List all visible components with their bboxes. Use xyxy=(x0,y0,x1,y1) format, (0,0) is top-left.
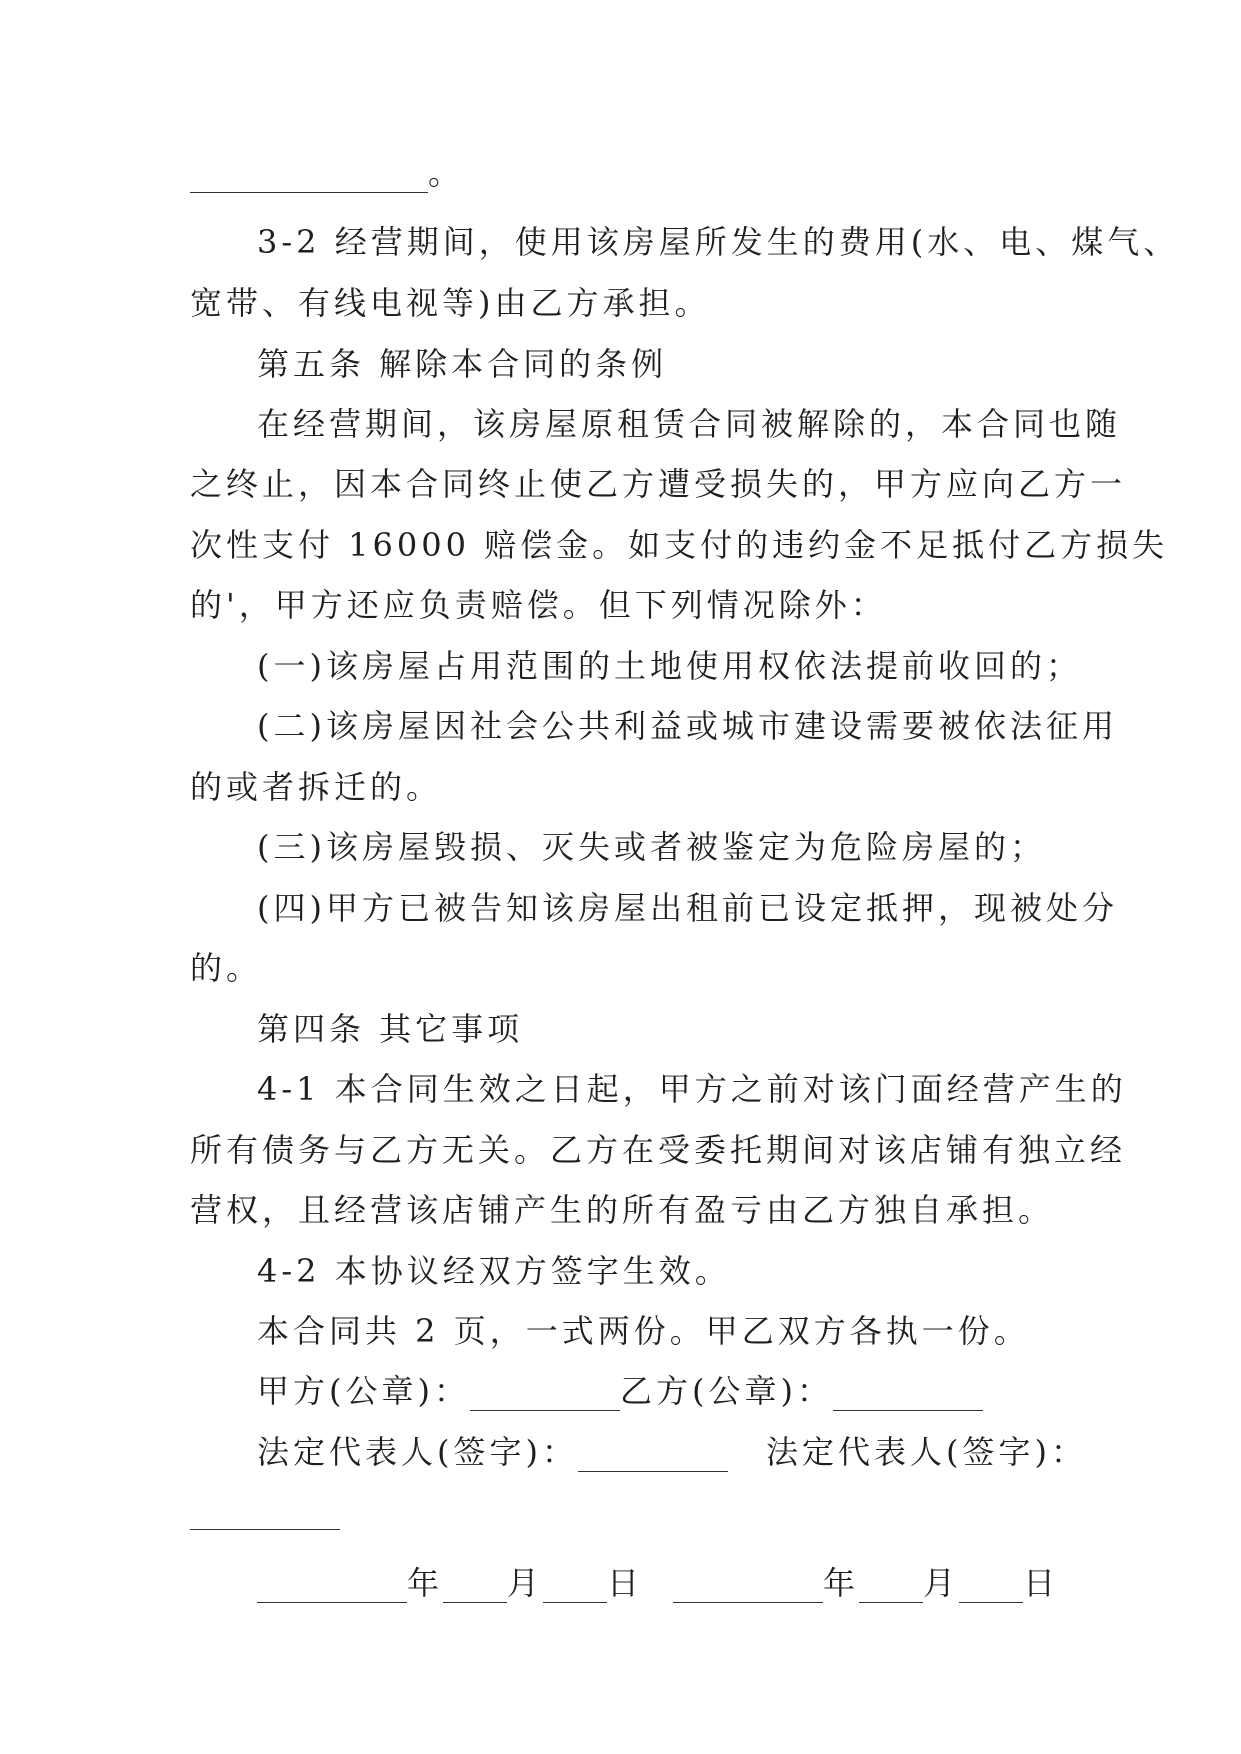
date-b-day-label: 日 xyxy=(1023,1564,1060,1602)
exception-item-2-line-1: (二)该房屋因社会公共利益或城市建设需要被依法征用 xyxy=(257,707,1118,745)
party-b-seal-blank xyxy=(833,1382,983,1411)
paragraph-line: 的'，甲方还应负责赔偿。但下列情况除外： xyxy=(190,586,887,624)
blank-underline xyxy=(190,164,428,193)
copies-statement: 本合同共 2 页，一式两份。甲乙双方各执一份。 xyxy=(257,1312,1030,1350)
date-a-year-label: 年 xyxy=(407,1564,444,1602)
legal-rep-b-blank xyxy=(190,1501,340,1530)
line-period: 。 xyxy=(428,154,465,192)
blank-line-with-period xyxy=(190,153,1090,193)
date-b-month-label: 月 xyxy=(923,1564,960,1602)
party-b-seal-label: 乙方(公章)： xyxy=(619,1372,833,1410)
legal-rep-a-label: 法定代表人(签字)： xyxy=(257,1433,578,1471)
clause-4-1-line-3: 营权，且经营该店铺产生的所有盈亏由乙方独自承担。 xyxy=(190,1191,1055,1229)
clause-4-1-line-1: 4-1 本合同生效之日起，甲方之前对该门面经营产生的 xyxy=(257,1070,1127,1108)
party-a-seal-label: 甲方(公章)： xyxy=(257,1372,470,1410)
date-a-month-label: 月 xyxy=(507,1564,544,1602)
clause-4-1-line-2: 所有债务与乙方无关。乙方在受委托期间对该店铺有独立经 xyxy=(190,1131,1127,1169)
date-b-year-blank xyxy=(673,1574,823,1603)
party-a-seal-blank xyxy=(470,1382,620,1411)
paragraph-line: 之终止，因本合同终止使乙方遭受损失的，甲方应向乙方一 xyxy=(190,465,1127,503)
date-b-year-label: 年 xyxy=(823,1564,860,1602)
legal-rep-b-label: 法定代表人(签字)： xyxy=(765,1433,1087,1471)
date-a-day-blank xyxy=(543,1574,607,1603)
legal-rep-row xyxy=(257,1432,1157,1472)
date-row xyxy=(257,1563,1157,1603)
exception-item-1: (一)该房屋占用范围的土地使用权依法提前收回的； xyxy=(257,647,1082,685)
date-b-month-blank xyxy=(859,1574,923,1603)
exception-item-3: (三)该房屋毁损、灭失或者被鉴定为危险房屋的； xyxy=(257,828,1046,866)
section-5-heading: 第五条 解除本合同的条例 xyxy=(257,345,668,383)
date-a-day-label: 日 xyxy=(607,1564,644,1602)
exception-item-4-line-2: 的。 xyxy=(190,949,263,987)
exception-item-4-line-1: (四)甲方已被告知该房屋出租前已设定抵押，现被处分 xyxy=(257,889,1118,927)
clause-3-2-line-2: 宽带、有线电视等)由乙方承担。 xyxy=(190,284,711,322)
section-4-heading: 第四条 其它事项 xyxy=(257,1010,524,1048)
paragraph-line: 次性支付 16000 赔偿金。如支付的违约金不足抵付乙方损失 xyxy=(190,526,1169,564)
paragraph-line: 在经营期间，该房屋原租赁合同被解除的，本合同也随 xyxy=(257,405,1122,443)
legal-rep-a-blank xyxy=(578,1443,728,1472)
clause-3-2-line-1: 3-2 经营期间，使用该房屋所发生的费用(水、电、煤气、 xyxy=(257,223,1180,261)
exception-item-2-line-2: 的或者拆迁的。 xyxy=(190,768,443,806)
date-b-day-blank xyxy=(959,1574,1023,1603)
date-a-month-blank xyxy=(443,1574,507,1603)
clause-4-2: 4-2 本协议经双方签字生效。 xyxy=(257,1252,731,1290)
date-a-year-blank xyxy=(257,1574,407,1603)
legal-rep-b-blank-line xyxy=(190,1490,1090,1530)
seal-row xyxy=(257,1371,1157,1411)
